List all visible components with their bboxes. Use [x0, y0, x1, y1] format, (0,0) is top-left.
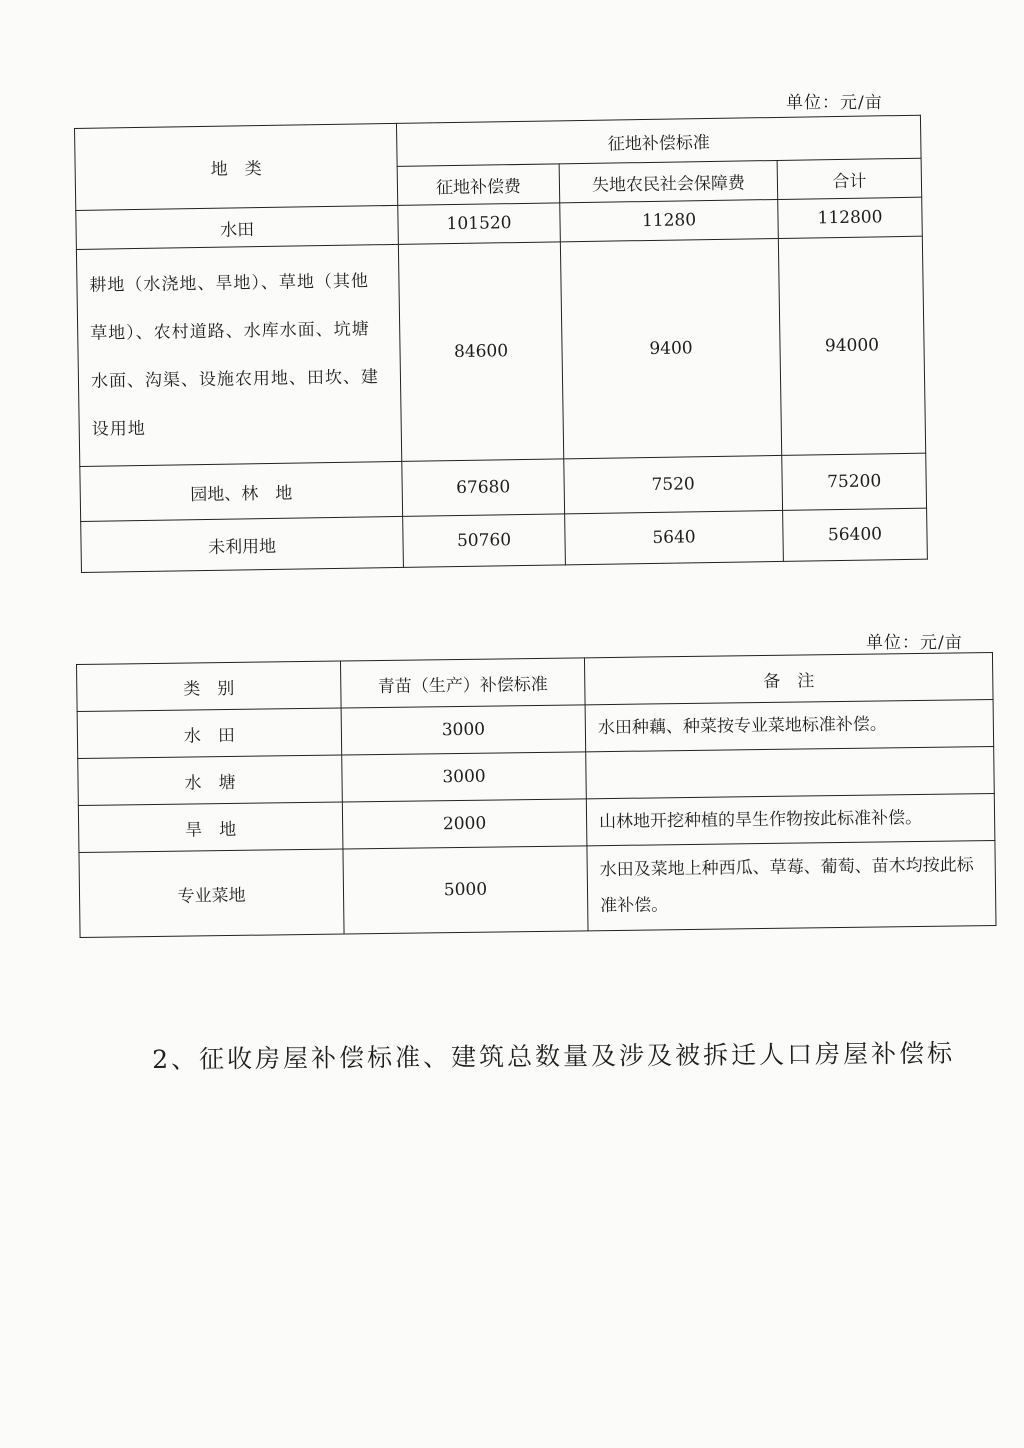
table-row	[76, 236, 925, 466]
total-cell: 94000	[778, 236, 925, 455]
land-type-cell: 未利用地	[81, 516, 404, 572]
compensation-fee-cell: 101520	[398, 203, 561, 245]
compensation-fee-cell: 67680	[402, 459, 565, 517]
standard-value-cell: 3000	[342, 752, 587, 802]
header-land-type: 地 类	[75, 123, 398, 210]
standard-value-cell: 2000	[342, 799, 587, 849]
total-cell: 56400	[783, 508, 928, 561]
compensation-fee-cell: 84600	[398, 242, 563, 462]
remark-cell: 水田及菜地上种西瓜、草莓、葡萄、苗木均按此标准补偿。	[587, 840, 996, 930]
social-security-cell: 11280	[560, 199, 779, 241]
category-cell: 水 田	[77, 708, 342, 758]
table-row	[79, 840, 996, 937]
land-type-cell: 园地、林 地	[80, 461, 403, 521]
header-total: 合计	[777, 158, 922, 199]
land-type-cell: 耕地（水浇地、旱地）、草地（其他草地）、农村道路、水库水面、坑塘水面、沟渠、设施农用地、田坎、建设用地	[76, 244, 401, 466]
remark-cell: 山林地开挖种植的旱生作物按此标准补偿。	[586, 793, 995, 845]
category-cell: 旱 地	[78, 802, 343, 852]
total-cell: 112800	[778, 197, 923, 238]
category-cell: 专业菜地	[79, 849, 344, 937]
remark-cell: 水田种藕、种菜按专业菜地标准补偿。	[585, 699, 994, 751]
land-compensation-table	[74, 115, 928, 573]
header-compensation-fee: 征地补偿费	[397, 164, 560, 206]
table1-unit-label: 单位：元/亩	[786, 93, 883, 113]
land-type-cell: 水田	[76, 205, 399, 249]
header-remark: 备 注	[584, 653, 993, 705]
header-compensation-standard: 征地补偿标准	[396, 115, 921, 166]
social-security-cell: 5640	[565, 510, 784, 564]
social-security-cell: 7520	[564, 455, 783, 513]
compensation-fee-cell: 50760	[403, 514, 566, 568]
remark-cell	[586, 746, 995, 798]
standard-value-cell: 5000	[343, 846, 588, 934]
total-cell: 75200	[782, 453, 927, 510]
standard-value-cell: 3000	[341, 705, 586, 755]
header-category: 类 别	[77, 661, 342, 711]
social-security-cell: 9400	[560, 238, 781, 458]
table2-unit-label: 单位：元/亩	[866, 633, 963, 653]
section-heading: 2、征收房屋补偿标准、建筑总数量及涉及被拆迁人口房屋补偿标	[152, 1038, 956, 1074]
header-crop-standard: 青苗（生产）补偿标准	[340, 658, 585, 708]
crop-compensation-table	[76, 652, 997, 938]
header-social-security-fee: 失地农民社会保障费	[559, 160, 778, 202]
category-cell: 水 塘	[78, 755, 343, 805]
